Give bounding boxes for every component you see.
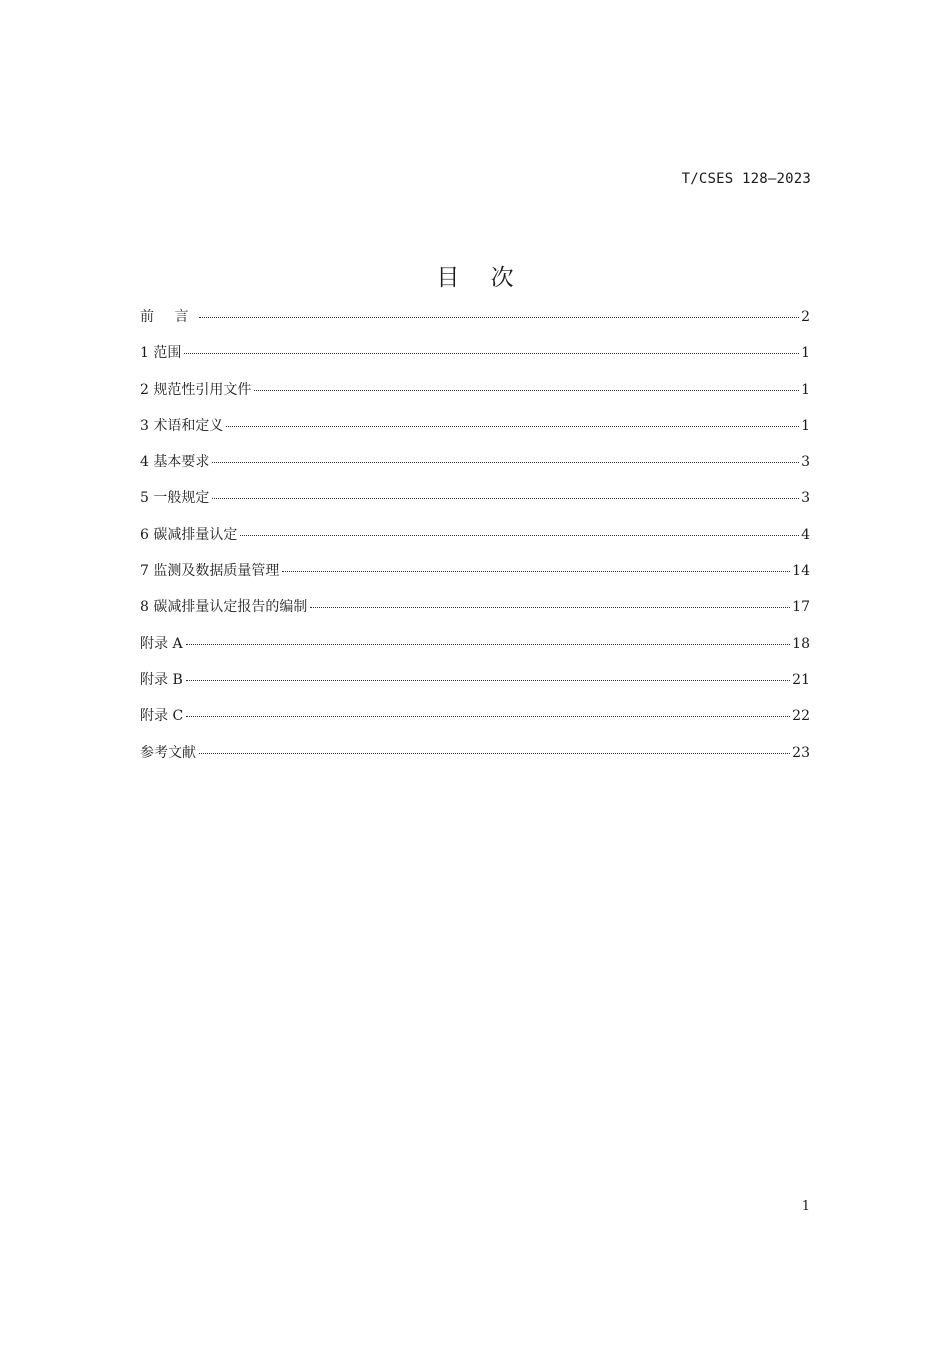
toc-entry-reduction-determination[interactable] (140, 524, 810, 560)
toc-entry-label: 附录 A (140, 635, 183, 652)
toc-title: 目 次 (436, 265, 526, 291)
dot-leader (186, 680, 790, 681)
toc-entry-label: 2 规范性引用文件 (140, 381, 252, 398)
dot-leader (186, 716, 790, 717)
dot-leader (184, 353, 799, 354)
toc-entry-bibliography[interactable] (140, 742, 810, 778)
toc-entry-label: 1 范围 (140, 345, 182, 362)
dot-leader (212, 498, 799, 499)
toc-entry-label: 4 基本要求 (140, 454, 210, 471)
toc-entry-page: 3 (801, 490, 810, 507)
toc-entry-monitoring-quality[interactable] (140, 560, 810, 596)
toc-entry-page: 22 (792, 708, 810, 725)
toc-entry-terms-definitions[interactable] (140, 415, 810, 451)
toc-entry-page: 1 (801, 345, 810, 362)
toc-entry-appendix-b[interactable] (140, 669, 810, 705)
toc-entry-page: 1 (801, 417, 810, 434)
toc-entry-appendix-a[interactable] (140, 633, 810, 669)
toc-entry-scope[interactable] (140, 342, 810, 378)
toc-entry-foreword[interactable] (140, 306, 810, 342)
document-code: T/CSES 128—2023 (681, 171, 811, 187)
page-number: 1 (801, 1199, 810, 1214)
toc-entry-label: 7 监测及数据质量管理 (140, 563, 280, 580)
dot-leader (186, 644, 791, 645)
toc-entry-general-provisions[interactable] (140, 487, 810, 523)
toc-entry-label: 附录 B (140, 671, 183, 688)
dot-leader (282, 571, 790, 572)
toc-entry-normative-references[interactable] (140, 379, 810, 415)
toc-entry-label: 6 碳减排量认定 (140, 526, 238, 543)
toc-entry-page: 2 (801, 309, 810, 325)
toc-entry-page: 18 (792, 635, 810, 652)
dot-leader (254, 390, 799, 391)
toc-entry-label: 3 术语和定义 (140, 417, 224, 434)
dot-leader (199, 753, 790, 754)
dot-leader (226, 426, 799, 427)
toc-entry-page: 14 (792, 563, 810, 580)
dot-leader (310, 607, 790, 608)
toc-entry-basic-requirements[interactable] (140, 451, 810, 487)
toc-list (140, 306, 810, 778)
toc-entry-report-preparation[interactable] (140, 596, 810, 632)
toc-entry-label: 参考文献 (140, 744, 196, 761)
toc-entry-page: 4 (801, 526, 810, 543)
dot-leader (199, 317, 799, 318)
toc-entry-page: 3 (801, 454, 810, 471)
toc-entry-page: 17 (792, 599, 810, 616)
toc-entry-label: 前 言 (140, 309, 197, 325)
dot-leader (212, 462, 799, 463)
dot-leader (240, 535, 799, 536)
toc-entry-label: 5 一般规定 (140, 490, 210, 507)
toc-entry-appendix-c[interactable] (140, 705, 810, 741)
toc-entry-label: 附录 C (140, 708, 184, 725)
toc-entry-page: 21 (792, 671, 810, 688)
toc-entry-page: 1 (801, 381, 810, 398)
toc-entry-label: 8 碳减排量认定报告的编制 (140, 599, 308, 616)
toc-entry-page: 23 (792, 744, 810, 761)
